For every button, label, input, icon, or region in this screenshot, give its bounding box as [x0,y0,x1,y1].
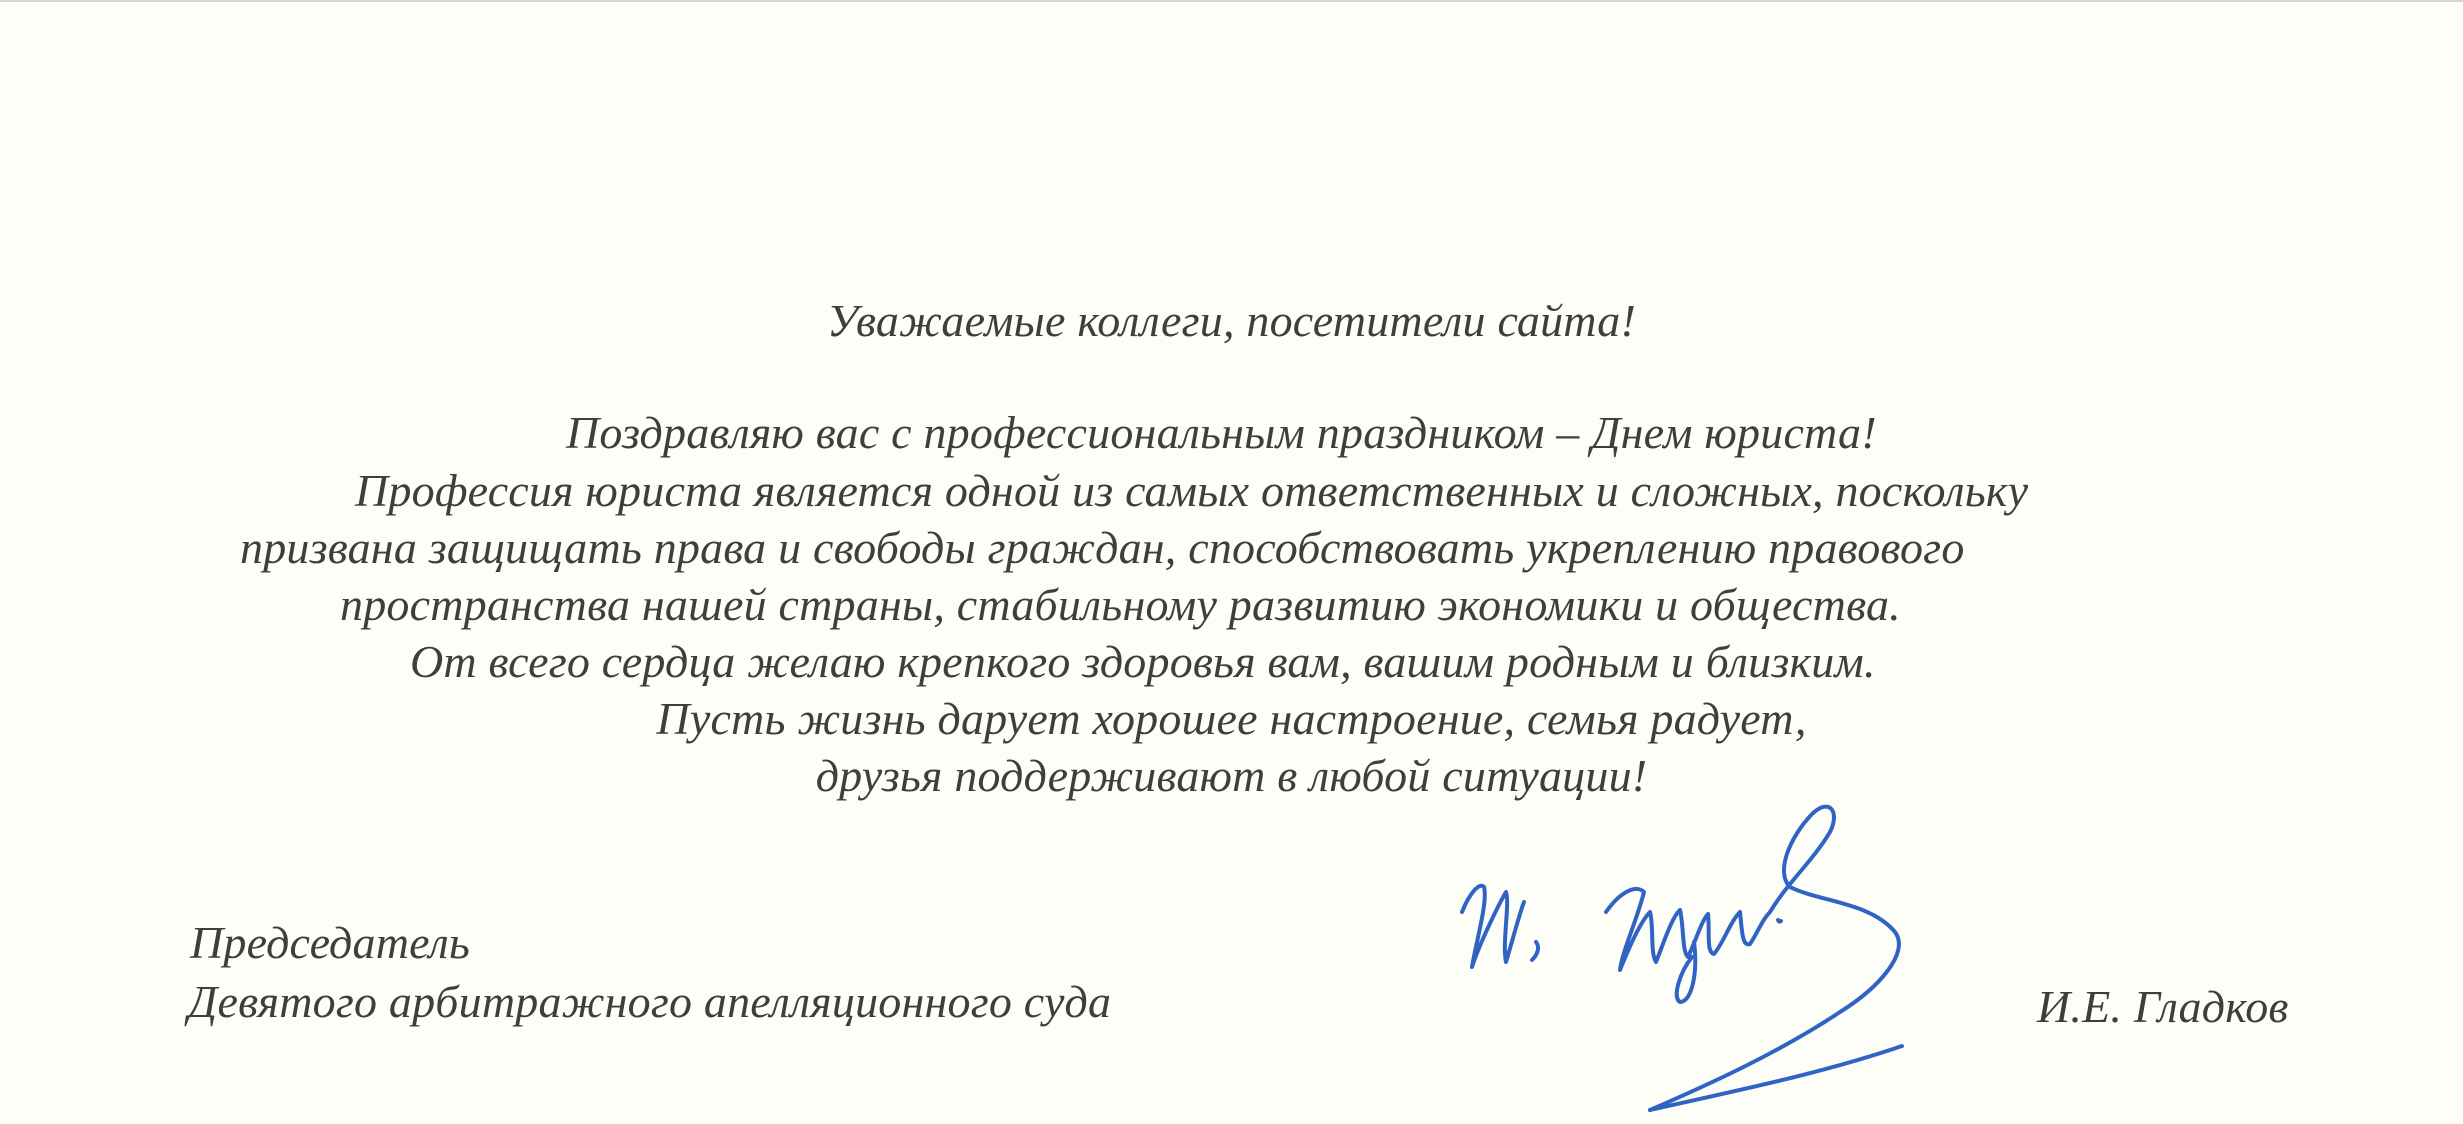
signatory-position-line-2: Девятого арбитражного апелляционного суда [188,976,1112,1027]
signatory-name: И.Е. Гладков [2037,981,2289,1032]
greeting: Уважаемые коллеги, посетители сайта! [827,295,1636,346]
body-line-3: пространства нашей страны, стабильному развитию экономики и общества. [340,579,1901,630]
body-line-5: Пусть жизнь дарует хорошее настроение, семья радует, [656,693,1807,744]
congratulation-line: Поздравляю вас с профессиональным праздником – Днем юриста! [566,407,1877,458]
signatory-position-line-1: Председатель [190,917,470,968]
body-line-2: призвана защищать права и свободы граждан, способствовать укреплению правового [240,522,1965,573]
body-line-4: От всего сердца желаю крепкого здоровья вам, вашим родным и близким. [410,636,1876,687]
body-line-1: Профессия юриста является одной из самых ответственных и сложных, поскольку [355,465,2029,516]
body-line-6: друзья поддерживают в любой ситуации! [815,750,1648,801]
handwritten-signature [1440,792,2000,1122]
